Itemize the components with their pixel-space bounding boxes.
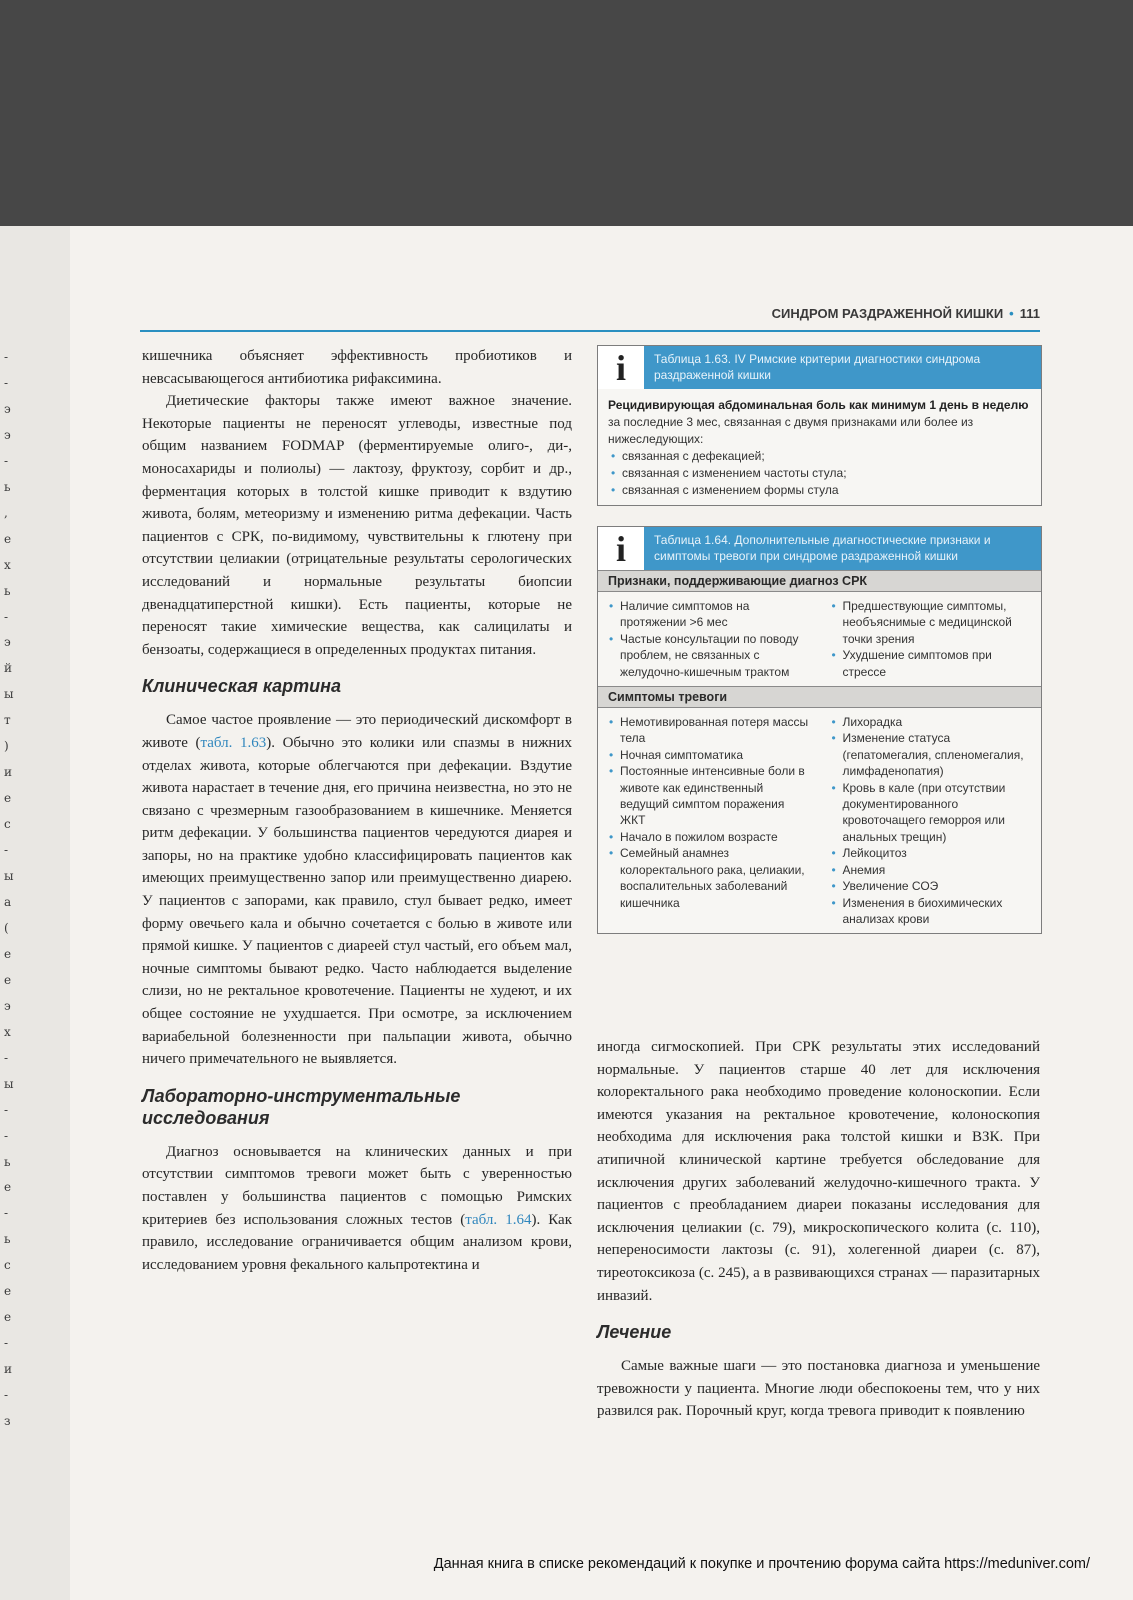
list-item: • Постоянные интенсивные боли в животе как единственный ведущий симптом поражения ЖКТ bbox=[606, 763, 811, 829]
supporting-signs bbox=[598, 592, 1041, 686]
gutter-mark: - bbox=[4, 453, 9, 468]
list-item: • Ухудшение симптомов при стрессе bbox=[829, 647, 1034, 680]
scan-dark-margin bbox=[0, 0, 1133, 226]
text: ). Как правило, исследование ограничивается общим анализом крови, исследованием уровня фекального кальпротектина и bbox=[142, 1211, 573, 1273]
list-item: • связанная с изменением частоты стула; bbox=[608, 465, 1031, 482]
section-heading-treatment: Лечение bbox=[597, 1322, 672, 1343]
gutter-mark: и bbox=[4, 1362, 12, 1377]
alarm-right bbox=[829, 714, 1034, 927]
gutter-mark: ь bbox=[4, 583, 11, 598]
lead-rest: за последние 3 мес, связанная с двумя признаками или более из нижеследующих: bbox=[608, 415, 974, 446]
gutter-mark: ы bbox=[4, 1076, 14, 1091]
table-body bbox=[598, 389, 1041, 505]
paragraph: Самые важные шаги — это постановка диагноза и уменьшение тревожности у пациента. Многие люди обеспокоены тем, что у них развился рак. Порочный круг, когда тревога приводит к появлению bbox=[597, 1358, 1040, 1420]
left-column bbox=[142, 345, 572, 1276]
gutter-mark: х bbox=[4, 1024, 11, 1039]
gutter-mark: а bbox=[4, 895, 12, 909]
text: ). Обычно это колики или спазмы в нижних отделах живота, которые облегчаются при дефекации. Вздутие живота нарастает в течение дня, его причина неизвестна, но это не связано с чрезмерным газообразованием в кишечнике. Меняется ритм дефекации. У большинства пациентов чередуются диарея и запоры, но на практике удобно классифицировать пациентов как имеющих преимущественно запор или преимущественно диарею. У пациентов с запорами, как правило, стул бывает редко, имеет форму овечьего кала и обычно сочетается с болью в животе или прямой кишке. У пациентов с диареей стул частый, его объем мал, ночные симптомы бывают редко. Часто наблюдается выделение слизи, но не ректальное кровотечение. Пациенты не худеют, и их общее состояние не ухудшается. При осмотре, за исключением вариабельной болезненности при пальпации живота, обычно ничего примечательного не выявляется. bbox=[142, 734, 572, 1068]
gutter-mark: э bbox=[4, 427, 11, 442]
gutter-mark: ы bbox=[4, 687, 14, 702]
list-item: • Ночная симптоматика bbox=[606, 747, 811, 763]
gutter-mark: с bbox=[4, 817, 11, 832]
gutter-mark: э bbox=[4, 635, 11, 650]
list-item: • связанная с дефекацией; bbox=[608, 448, 1031, 465]
table-1-63 bbox=[597, 345, 1042, 506]
table-header bbox=[598, 527, 1041, 570]
paragraph: иногда сигмоскопией. При СРК результаты этих исследований нормальные. У пациентов старше 40 лет для исключения колоректального рака необходимо проведение колоноскопии. Если имеются указания на ректальное кровотечение, колоноскопия необходима для исключения рака толстой кишки и ВЗК. При атипичной клинической картине требуется обследование для исключения других заболеваний желудочно-кишечного тракта. У пациентов с преобладанием диареи показаны исследования для исключения целиакии (с. 79), микроскопического колита (с. 110), непереносимости лактозы (с. 91), холегенной диареи (с. 87), тиреотоксикоза (с. 245), а в развивающихся странах — паразитарных инвазий. bbox=[597, 1039, 1040, 1304]
table-lead bbox=[608, 397, 1031, 448]
list-item: • связанная с изменением формы стула bbox=[608, 482, 1031, 499]
right-column bbox=[597, 1036, 1040, 1423]
gutter-mark: ) bbox=[4, 739, 9, 754]
gutter-mark: ь bbox=[4, 1232, 11, 1247]
gutter-mark: т bbox=[4, 713, 11, 728]
info-icon: i bbox=[598, 527, 644, 570]
gutter-mark: - bbox=[4, 1206, 9, 1221]
gutter-mark: е bbox=[4, 972, 12, 987]
list-item: • Начало в пожилом возрасте bbox=[606, 829, 811, 845]
criteria-list bbox=[608, 448, 1031, 499]
list-item: • Предшествующие симптомы, необъяснимые с медицинской точки зрения bbox=[829, 598, 1034, 647]
gutter-mark: - bbox=[4, 1128, 9, 1143]
gutter-mark: й bbox=[4, 661, 12, 676]
list-item: • Лихорадка bbox=[829, 714, 1034, 730]
gutter-mark: е bbox=[4, 946, 12, 961]
header-rule bbox=[140, 330, 1040, 332]
gutter-mark: з bbox=[4, 1414, 11, 1429]
list-item: • Изменения в биохимических анализах крови bbox=[829, 895, 1034, 928]
lead-bold: Рецидивирующая абдоминальная боль как минимум 1 день в неделю bbox=[608, 398, 1029, 412]
list-item: • Анемия bbox=[829, 862, 1034, 878]
gutter-mark: - bbox=[4, 1050, 9, 1065]
section-supporting: Признаки, поддерживающие диагноз СРК bbox=[598, 570, 1041, 592]
gutter-mark: и bbox=[4, 765, 12, 780]
footer-note: Данная книга в списке рекомендаций к покупке и прочтению форума сайта https://meduniver.com/ bbox=[433, 1556, 1090, 1572]
page-number: 111 bbox=[1019, 306, 1040, 321]
gutter-mark: ь bbox=[4, 1154, 11, 1169]
gutter-mark: - bbox=[4, 350, 9, 364]
supporting-left bbox=[606, 598, 811, 680]
gutter-mark: е bbox=[4, 531, 12, 546]
gutter-mark: е bbox=[4, 791, 12, 806]
gutter-mark: е bbox=[4, 1180, 12, 1195]
section-heading-clinical: Клиническая картина bbox=[142, 676, 342, 697]
table-1-64 bbox=[597, 526, 1042, 934]
paragraph bbox=[142, 1141, 572, 1277]
gutter-mark: - bbox=[4, 375, 9, 390]
paragraph bbox=[142, 709, 572, 1071]
gutter-mark: ы bbox=[4, 869, 14, 884]
alarm-symptoms bbox=[598, 708, 1041, 933]
list-item: • Частые консультации по поводу проблем, не связанных с желудочно-кишечным трактом bbox=[606, 631, 811, 680]
section-alarm: Симптомы тревоги bbox=[598, 686, 1041, 708]
gutter-mark: э bbox=[4, 998, 11, 1013]
gutter-mark: - bbox=[4, 843, 9, 858]
text: Диагноз основывается на клинических данных и при отсутствии симптомов тревоги может быть с уверенностью поставлен у большинства пациентов с помощью Римских критериев без использования сложных тестов ( bbox=[142, 1143, 572, 1228]
text: Самое частое проявление — это периодический дискомфорт в животе ( bbox=[142, 712, 572, 751]
gutter-mark: - bbox=[4, 1102, 9, 1117]
paragraph: кишечника объясняет эффективность пробиотиков и невсасывающегося антибиотика рифаксимина. bbox=[142, 348, 572, 387]
table-reference-link[interactable]: табл. 1.64 bbox=[465, 1211, 532, 1228]
table-header bbox=[598, 346, 1041, 389]
supporting-right bbox=[829, 598, 1034, 680]
section-heading-lab: Лабораторно-инструментальные исследования bbox=[142, 1085, 461, 1128]
gutter-mark: э bbox=[4, 401, 11, 416]
info-icon: i bbox=[598, 346, 644, 389]
gutter-mark: ь bbox=[4, 479, 11, 494]
table-title: Таблица 1.64. Дополнительные диагностические признаки и симптомы тревоги при синдроме раздраженной кишки bbox=[654, 533, 991, 563]
gutter-mark: ( bbox=[4, 920, 9, 935]
gutter-mark: - bbox=[4, 609, 9, 624]
table-reference-link[interactable]: табл. 1.63 bbox=[200, 734, 267, 751]
alarm-left bbox=[606, 714, 811, 927]
list-item: • Немотивированная потеря массы тела bbox=[606, 714, 811, 747]
running-head bbox=[600, 306, 1040, 321]
gutter-mark: с bbox=[4, 1258, 11, 1273]
paragraph: Диетические факторы также имеют важное значение. Некоторые пациенты не переносят углеводы, известные под общим названием FODMAP (ферментируемые олиго-, ди-, моносахариды и полиолы) — лактозу, фруктозу, сорбит и др., ферментация которых в толстой кишке приводит к вздутию живота, болям, метеоризму и изменению ритма дефекации. Часть пациентов с СРК, по-видимому, чувствительны к глютену при отсутствии целиакии (отрицательные результаты серологических исследований и нормальные результаты биопсии двенадцатиперстной кишки). Есть пациенты, которые не переносят такие химические вещества, как салицилаты и бензоаты, содержащиеся в определенных продуктах питания. bbox=[142, 393, 572, 658]
running-head-title: СИНДРОМ РАЗДРАЖЕННОЙ КИШКИ bbox=[771, 306, 1004, 321]
list-item: • Кровь в кале (при отсутствии документированного кровоточащего геморроя или анальных трещин) bbox=[829, 780, 1034, 846]
gutter-mark: - bbox=[4, 1336, 9, 1351]
list-item: • Семейный анамнез колоректального рака, целиакии, воспалительных заболеваний кишечника bbox=[606, 845, 811, 911]
gutter-mark: е bbox=[4, 1284, 12, 1299]
gutter-mark: - bbox=[4, 1388, 9, 1403]
list-item: • Лейкоцитоз bbox=[829, 845, 1034, 861]
gutter-mark: х bbox=[4, 557, 11, 572]
list-item: • Наличие симптомов на протяжении >6 мес bbox=[606, 598, 811, 631]
gutter-mark: , bbox=[4, 505, 8, 520]
list-item: • Изменение статуса (гепатомегалия, спленомегалия, лимфаденопатия) bbox=[829, 730, 1034, 779]
running-head-separator: • bbox=[1009, 306, 1014, 321]
gutter-mark: е bbox=[4, 1310, 12, 1325]
table-title: Таблица 1.63. IV Римские критерии диагностики синдрома раздраженной кишки bbox=[654, 352, 981, 382]
list-item: • Увеличение СОЭ bbox=[829, 878, 1034, 894]
